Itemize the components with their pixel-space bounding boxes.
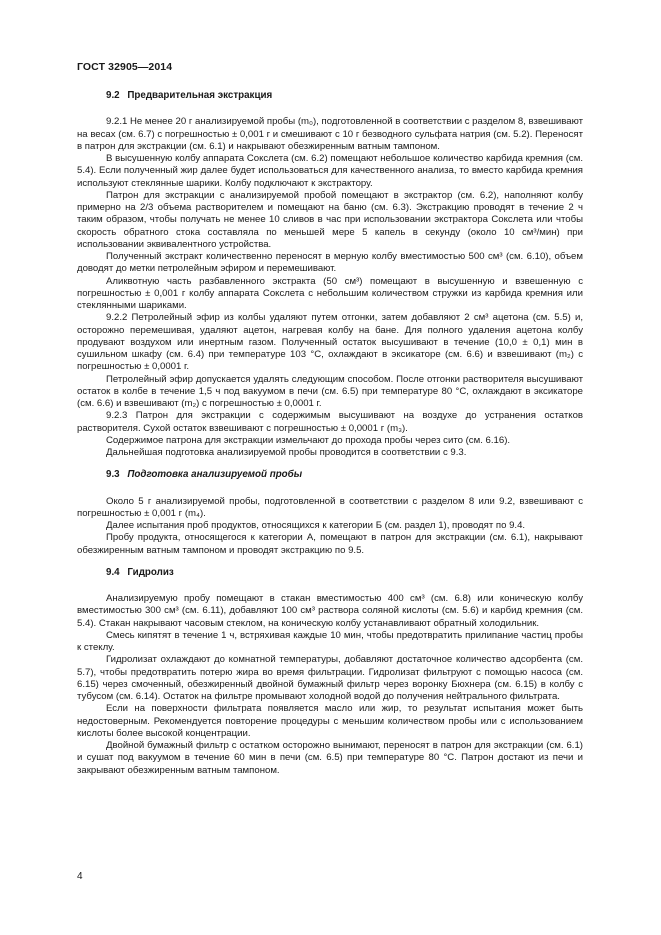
paragraph: Двойной бумажный фильтр с остатком осторожно вынимают, переносят в патрон для экстракции (см. 6.1) и сушат под вакуумом в течение 60 мин в печи (см. 6.5) при температуре 80 °С. Патрон достают из печи и закрывают обезжиренным ватным тампоном. [77,740,583,776]
section-title: Предварительная экстракция [127,90,273,101]
section-number: 9.3 [106,469,120,481]
paragraph: Около 5 г анализируемой пробы, подготовленной в соответствии с разделом 8 или 9.2, взвешивают с погрешностью ± 0,001 г (m₄). [77,495,583,519]
paragraph: Пробу продукта, относящегося к категории А, помещают в патрон для экстракции (см. 6.1), накрывают обезжиренным ватным тампоном и проводят экстракцию по 9.5. [77,532,583,556]
paragraph: Если на поверхности фильтрата появляется масло или жир, то результат испытания может быть недостоверным. Рекомендуется повторение процедуры с меньшим количеством пробы или с использованием кислоты более высокой концентрации. [77,703,583,739]
paragraph: 9.2.3 Патрон для экстракции с содержимым высушивают на воздухе до устранения остатков растворителя. Сухой остаток взвешивают с погрешностью ± 0,0001 г (m₃). [77,410,583,434]
paragraph: Дальнейшая подготовка анализируемой пробы проводится в соответствии с 9.3. [106,447,467,458]
section-heading-9-4 [77,567,583,579]
paragraph: Смесь кипятят в течение 1 ч, встряхивая каждые 10 мин, чтобы предотвратить прилипание частиц пробы к стеклу. [77,629,583,653]
document-header: ГОСТ 32905—2014 [77,61,173,73]
paragraph: Анализируемую пробу помещают в стакан вместимостью 400 см³ (см. 6.8) или коническую колбу вместимостью 300 см³ (см. 6.11), добавляют 100 см³ раствора соляной кислоты (см. 5.6) и карбид кремния (см. 5.4). Стакан накрывают часовым стеклом, на коническую колбу устанавливают обратный холодильник. [77,593,583,629]
section-title: Гидролиз [127,566,174,578]
section-title: Подготовка анализируемой пробы [127,469,303,481]
paragraph: 9.2.2 Петролейный эфир из колбы удаляют путем отгонки, затем добавляют 2 см³ ацетона (см. 5.5) и, осторожно перемешивая, удаляют ацетон, нагревая колбу на бане. Для полного удаления ацетона колбу продувают воздухом или инертным газом. Полученный остаток высушивают в течение (10,0 ± 0,1) мин в сушильном шкафу (см. 6.4) при температуре 103 °С, охлаждают в эксикаторе (см. 6.6) и взвешивают (m₂) с погрешностью ± 0,0001 г. [77,312,583,373]
paragraph: Патрон для экстракции с анализируемой пробой помещают в экстрактор (см. 6.2), наполняют колбу примерно на 2/3 объема растворителем и помещают на баню (см. 6.3). Экстракцию проводят в течение 2 ч таким образом, чтобы получать не менее 10 сливов в час при использовании экстрактора Сокслета или чтобы скорость обратного стока составляла по меньшей мере 5 капель в секунду (около 10 см³/мин) при использовании эквивалентного устройства. [77,189,583,250]
section-number: 9.4 [106,566,120,578]
paragraph: Аликвотную часть разбавленного экстракта (50 см³) помещают в высушенную и взвешенную с погрешностью ± 0,001 г колбу аппарата Сокслета с небольшим количеством стружки из карбида кремния или стеклянными шариками. [77,275,583,311]
section-heading-9-3 [77,469,583,481]
page-number: 4 [77,871,83,882]
paragraph: Петролейный эфир допускается удалять следующим способом. После отгонки растворителя высушивают остаток в колбе в течение 1,5 ч под вакуумом в печи (см. 6.5) при температуре 80 °С, охлаждают в эксикаторе (см. 6.6) и взвешивают (m₂) с погрешностью ± 0,0001 г. [77,373,583,409]
section-heading-9-2 [77,90,583,102]
paragraph: Гидролизат охлаждают до комнатной температуры, добавляют достаточное количество адсорбента (см. 5.7), чтобы предотвратить потерю жира во время фильтрации. Гидролизат фильтруют с помощью насоса (см. 6.15) через смоченный, обезжиренный двойной бумажный фильтр через воронку Бюхнера (см. 6.15) в колбу с тубусом (см. 6.14). Остаток на фильтре промывают холодной водой до получения нейтрального фильтрата. [77,654,583,702]
paragraph: Полученный экстракт количественно переносят в мерную колбу вместимостью 500 см³ (см. 6.10), объем доводят до метки петролейным эфиром и перемешивают. [77,251,583,275]
paragraph: 9.2.1 Не менее 20 г анализируемой пробы (m₀), подготовленной в соответствии с разделом 8, взвешивают на весах (см. 6.7) с погрешностью ± 0,001 г и смешивают с 10 г безводного сульфата натрия (см. 5.2). Переносят в патрон для экстракции (см. 6.1) и накрывают обезжиренным ватным тампоном. [77,116,583,152]
document-body [77,90,583,777]
paragraph: В высушенную колбу аппарата Сокслета (см. 6.2) помещают небольшое количество карбида кремния (см. 5.4). Если полученный жир далее будет использоваться для качественного анализа, то вместо карбида кремния используют стеклянные шарики. Колбу подключают к экстрактору. [77,153,583,189]
section-number: 9.2 [106,90,120,101]
paragraph: Далее испытания проб продуктов, относящихся к категории Б (см. раздел 1), проводят по 9.4. [106,520,526,531]
paragraph: Содержимое патрона для экстракции измельчают до прохода пробы через сито (см. 6.16). [106,434,511,446]
